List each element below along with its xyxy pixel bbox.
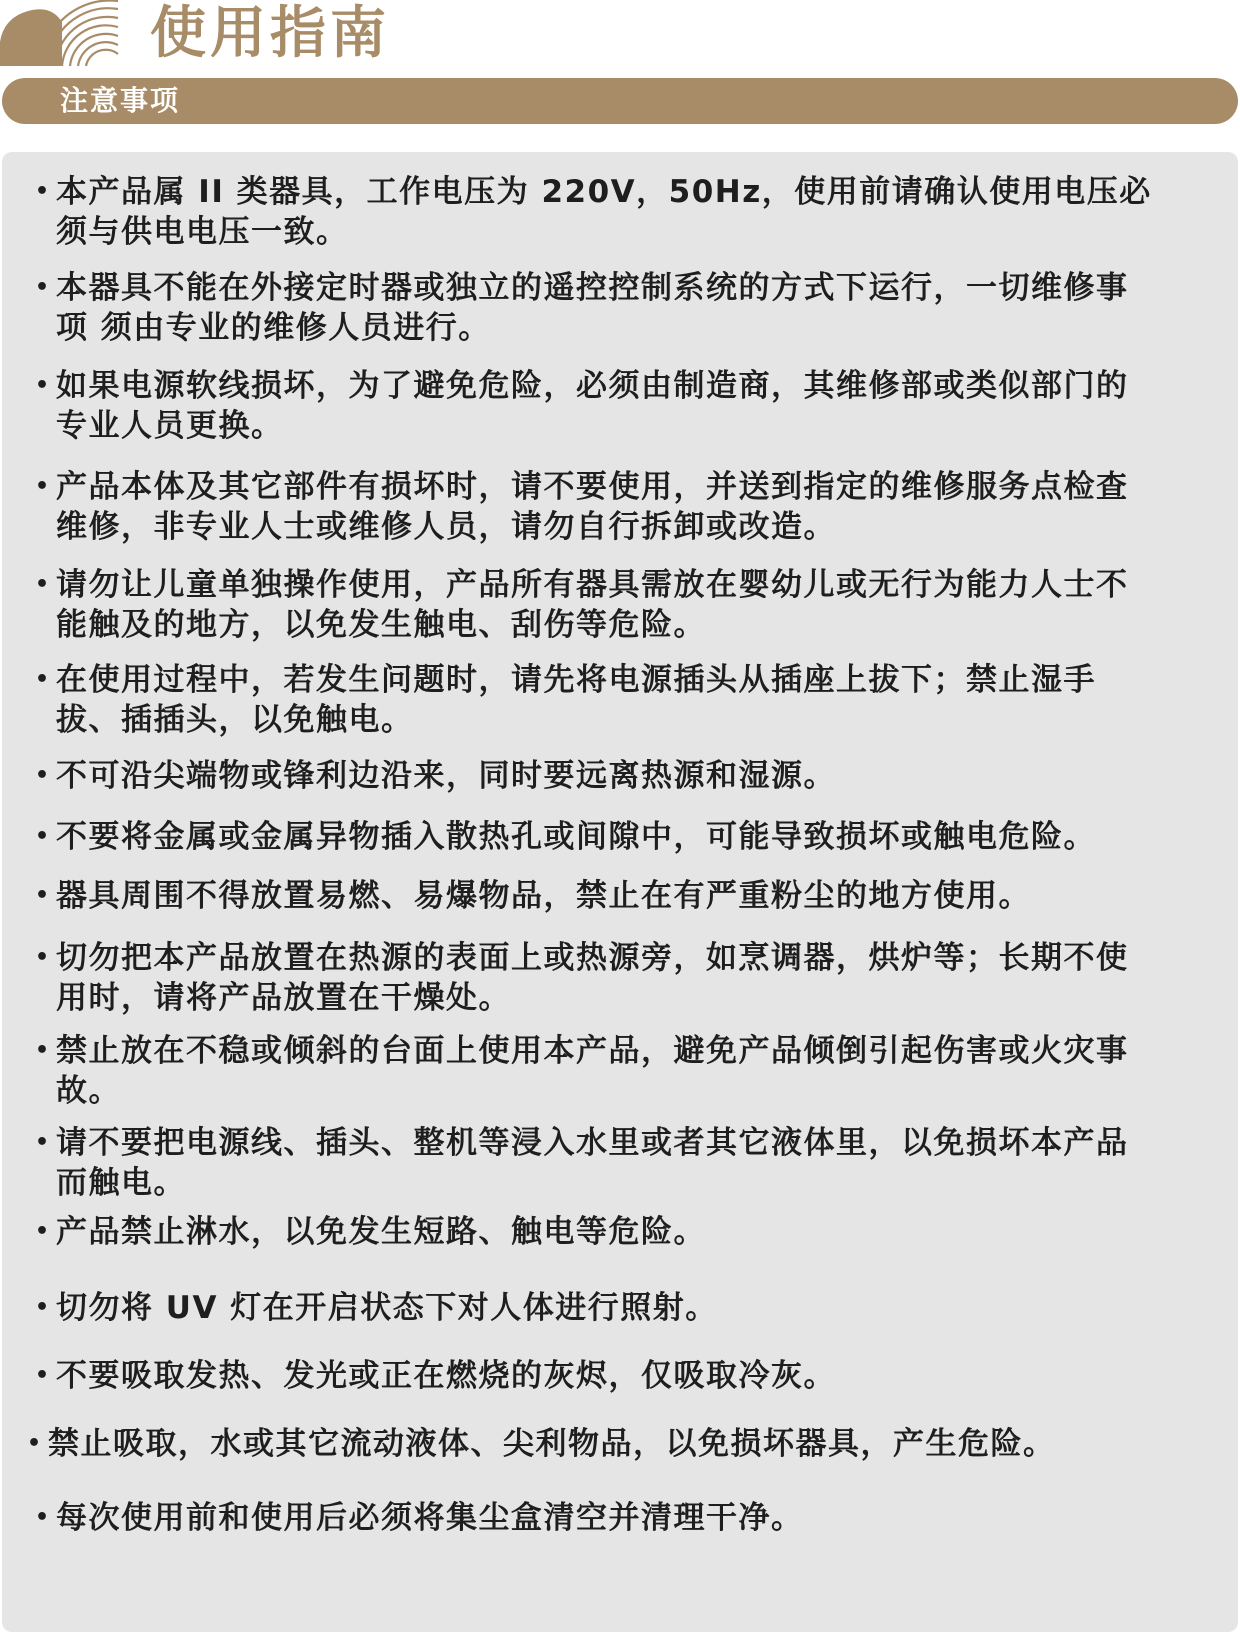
list-item-text: 本器具不能在外接定时器或独立的遥控控制系统的方式下运行，一切维修事 项 须由专业的维修人员进行。 bbox=[56, 270, 1129, 346]
list-item bbox=[30, 660, 1210, 740]
bullet-icon: • bbox=[34, 763, 50, 788]
bullet-icon: • bbox=[34, 572, 50, 597]
list-item bbox=[30, 1031, 1210, 1111]
section-title: 注意事项 bbox=[60, 84, 181, 117]
bullet-icon: • bbox=[34, 667, 50, 692]
list-item-text: 如果电源软线损坏，为了避免危险，必须由制造商，其维修部或类似部门的 专业人员更换。 bbox=[56, 368, 1129, 444]
bullet-icon: • bbox=[34, 945, 50, 970]
list-item bbox=[30, 756, 1210, 796]
list-item-text: 不可沿尖端物或锋利边沿来，同时要远离热源和湿源。 bbox=[56, 758, 836, 794]
bullet-icon: • bbox=[34, 883, 50, 908]
list-item-text: 请不要把电源线、插头、整机等浸入水里或者其它液体里，以免损坏本产品 而触电。 bbox=[56, 1125, 1129, 1201]
list-item-text: 不要将金属或金属异物插入散热孔或间隙中，可能导致损坏或触电危险。 bbox=[56, 819, 1096, 855]
bullet-icon: • bbox=[34, 1130, 50, 1155]
list-item-text: 禁止吸取，水或其它流动液体、尖利物品，以免损坏器具，产生危险。 bbox=[48, 1426, 1056, 1462]
list-item-text: 切勿将 UV 灯在开启状态下对人体进行照射。 bbox=[56, 1290, 718, 1326]
page-title: 使用指南 bbox=[150, 1, 390, 66]
bullet-icon: • bbox=[34, 474, 50, 499]
list-item-text: 在使用过程中，若发生问题时，请先将电源插头从插座上拔下；禁止湿手 拔、插插头，以免触电。 bbox=[56, 662, 1096, 738]
list-item bbox=[30, 366, 1210, 446]
list-item bbox=[30, 876, 1210, 916]
list-item-text: 产品禁止淋水，以免发生短路、触电等危险。 bbox=[56, 1214, 706, 1250]
list-item-text: 不要吸取发热、发光或正在燃烧的灰烬，仅吸取冷灰。 bbox=[56, 1358, 836, 1394]
list-item bbox=[22, 1424, 1202, 1464]
list-item bbox=[30, 565, 1210, 645]
precautions-panel bbox=[2, 152, 1238, 1632]
bullet-icon: • bbox=[34, 1363, 50, 1388]
bullet-icon: • bbox=[34, 1038, 50, 1063]
bullet-icon: • bbox=[34, 179, 50, 204]
list-item-text: 本产品属 II 类器具，工作电压为 220V，50Hz，使用前请确认使用电压必 须与供电电压一致。 bbox=[56, 174, 1152, 250]
list-item bbox=[30, 1288, 1210, 1328]
list-item bbox=[30, 1356, 1210, 1396]
rainbow-arc-logo-icon bbox=[0, 0, 122, 66]
section-header-bar bbox=[2, 78, 1238, 124]
bullet-icon: • bbox=[34, 373, 50, 398]
list-item bbox=[30, 172, 1210, 252]
bullet-icon: • bbox=[34, 1505, 50, 1530]
bullet-icon: • bbox=[34, 1219, 50, 1244]
list-item bbox=[30, 1123, 1210, 1203]
bullet-icon: • bbox=[26, 1431, 42, 1456]
bullet-icon: • bbox=[34, 1295, 50, 1320]
list-item bbox=[30, 938, 1210, 1018]
list-item bbox=[30, 1212, 1210, 1252]
list-item bbox=[30, 1498, 1210, 1538]
list-item-text: 请勿让儿童单独操作使用，产品所有器具需放在婴幼儿或无行为能力人士不 能触及的地方，以免发生触电、刮伤等危险。 bbox=[56, 567, 1129, 643]
list-item-text: 禁止放在不稳或倾斜的台面上使用本产品，避免产品倾倒引起伤害或火灾事 故。 bbox=[56, 1033, 1129, 1109]
list-item-text: 器具周围不得放置易燃、易爆物品，禁止在有严重粉尘的地方使用。 bbox=[56, 878, 1031, 914]
bullet-icon: • bbox=[34, 275, 50, 300]
bullet-icon: • bbox=[34, 824, 50, 849]
page-header bbox=[0, 0, 1240, 70]
list-item bbox=[30, 817, 1210, 857]
list-item-text: 产品本体及其它部件有损坏时，请不要使用，并送到指定的维修服务点检查 维修，非专业人士或维修人员，请勿自行拆卸或改造。 bbox=[56, 469, 1129, 545]
list-item-text: 每次使用前和使用后必须将集尘盒清空并清理干净。 bbox=[56, 1500, 804, 1536]
list-item-text: 切勿把本产品放置在热源的表面上或热源旁，如烹调器，烘炉等；长期不使 用时，请将产品放置在干燥处。 bbox=[56, 940, 1129, 1016]
list-item bbox=[30, 268, 1210, 348]
list-item bbox=[30, 467, 1210, 547]
